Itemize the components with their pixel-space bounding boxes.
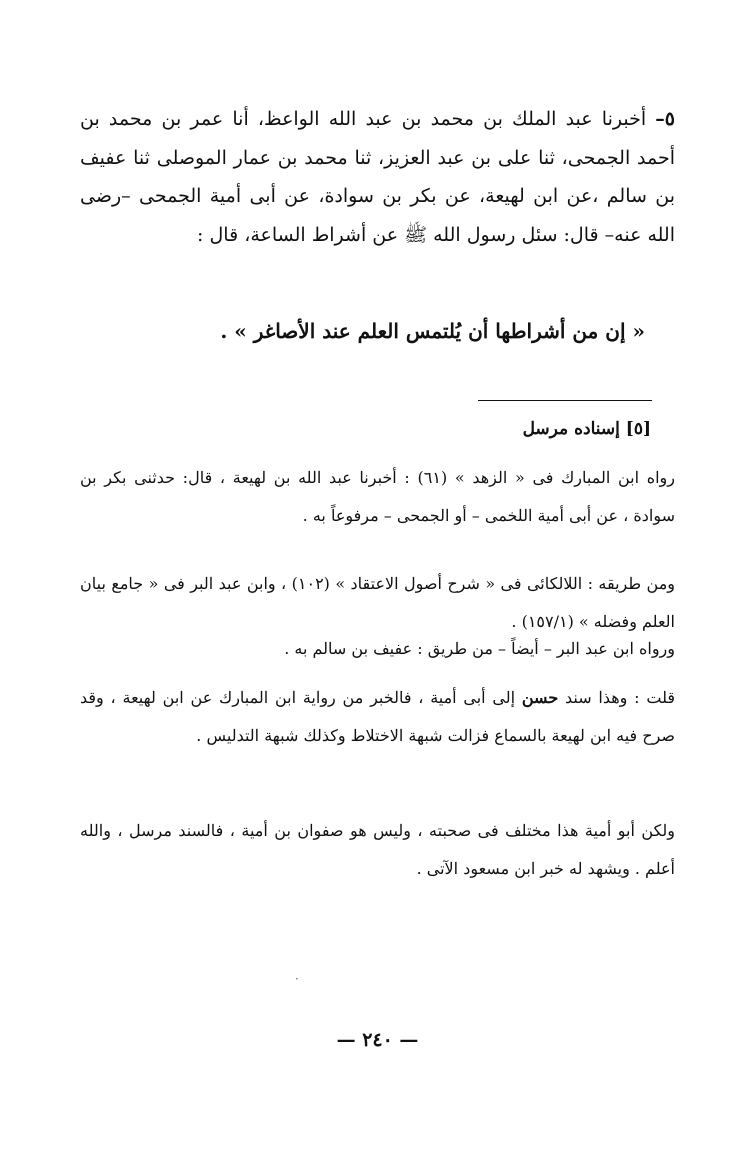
footnote-text-3: ورواه ابن عبد البر – أيضاً – من طريق : عفيف بن سالم به .: [284, 639, 675, 658]
footnote-text-1: رواه ابن المبارك فى « الزهد » (٦١) : أخبرنا عبد الله بن لهيعة ، قال: حدثنى بكر بن سوادة ، عن أبى أمية اللخمى – أو الجمحى – مرفوعاً به .: [80, 468, 676, 525]
footnote-paragraph-3: [80, 630, 675, 668]
footnote-separator: [478, 400, 652, 401]
footnote-text-5: ولكن أبو أمية هذا مختلف فى صحبته ، وليس هو صفوان بن أمية ، فالسند مرسل ، والله أعلم . ويشهد له خبر ابن مسعود الآتى .: [80, 821, 675, 878]
footnote-text-4: [80, 679, 675, 754]
footnote-paragraph-1: [80, 459, 675, 534]
hadith-quote: « إن من أشراطها أن يُلتمس العلم عند الأصاغر » .: [220, 319, 645, 343]
page-number: — ٢٤٠ —: [336, 1029, 419, 1051]
footnote-heading: [٥] إسناده مرسل: [522, 419, 651, 439]
footnote-paragraph-5: [80, 812, 675, 887]
hadith-number: ٥–: [655, 108, 675, 130]
footnote-paragraph-2: [80, 565, 675, 640]
hadith-text: أخبرنا عبد الملك بن محمد بن عبد الله الواعظ، أنا عمر بن محمد بن أحمد الجمحى، ثنا على بن عبد العزيز، ثنا محمد بن عمار الموصلى ثنا عفيف بن سالم ،عن ابن لهيعة، عن بكر بن سوادة، عن أبى أمية الجمحى –رضى الله عنه– قال: سئل رسول الله ﷺ عن أشراط الساعة، قال :: [80, 108, 675, 246]
footnote-paragraph-4: [80, 679, 675, 754]
footnote-text-4-rest: إلى أبى أمية ، فالخبر من رواية ابن المبارك عن ابن لهيعة ، وقد صرح فيه ابن لهيعة بالسماع فزالت شبهة الاختلاط وكذلك شبهة التدليس .: [80, 688, 675, 745]
hadith-paragraph: [80, 100, 675, 254]
footnote-text-4-grade: حسن: [521, 688, 559, 707]
stray-mark: ·: [295, 972, 299, 986]
footnote-text-4-start: قلت : وهذا سند: [558, 688, 676, 707]
footnote-text-2: ومن طريقه : اللالكائى فى « شرح أصول الاعتقاد » (١٠٢) ، وابن عبد البر فى « جامع بيان العلم وفضله » (١٥٧/١) .: [80, 574, 675, 631]
